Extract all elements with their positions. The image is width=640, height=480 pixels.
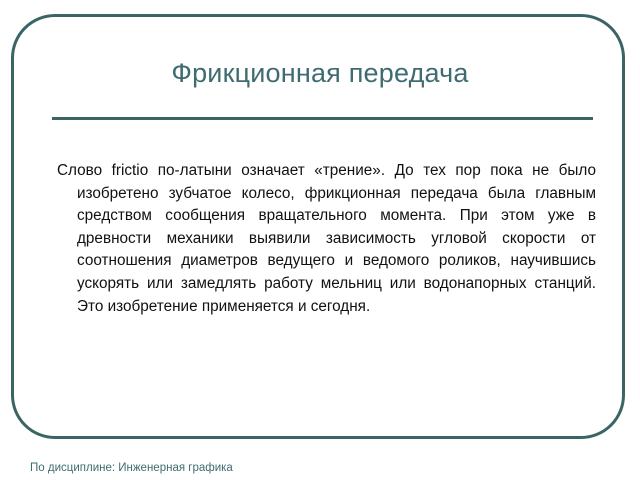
- footer-text: По дисциплине: Инженерная графика: [30, 462, 233, 474]
- slide-title: Фрикционная передача: [171, 58, 469, 88]
- slide-body-text: Слово frictio по-латыни означает «трение». До тех пор пока не было изобретено зубчатое колесо, фрикционная передача была главным средством сообщения вращательного момента. При этом уже в древности механики выявили зависимость угловой скорости от соотношения диаметров ведущего и ведомого роликов, научившись ускорять или замедлять работу мельниц или водонапорных станций. Это изобретение применяется и сегодня.: [57, 162, 596, 315]
- title-divider: [52, 117, 593, 120]
